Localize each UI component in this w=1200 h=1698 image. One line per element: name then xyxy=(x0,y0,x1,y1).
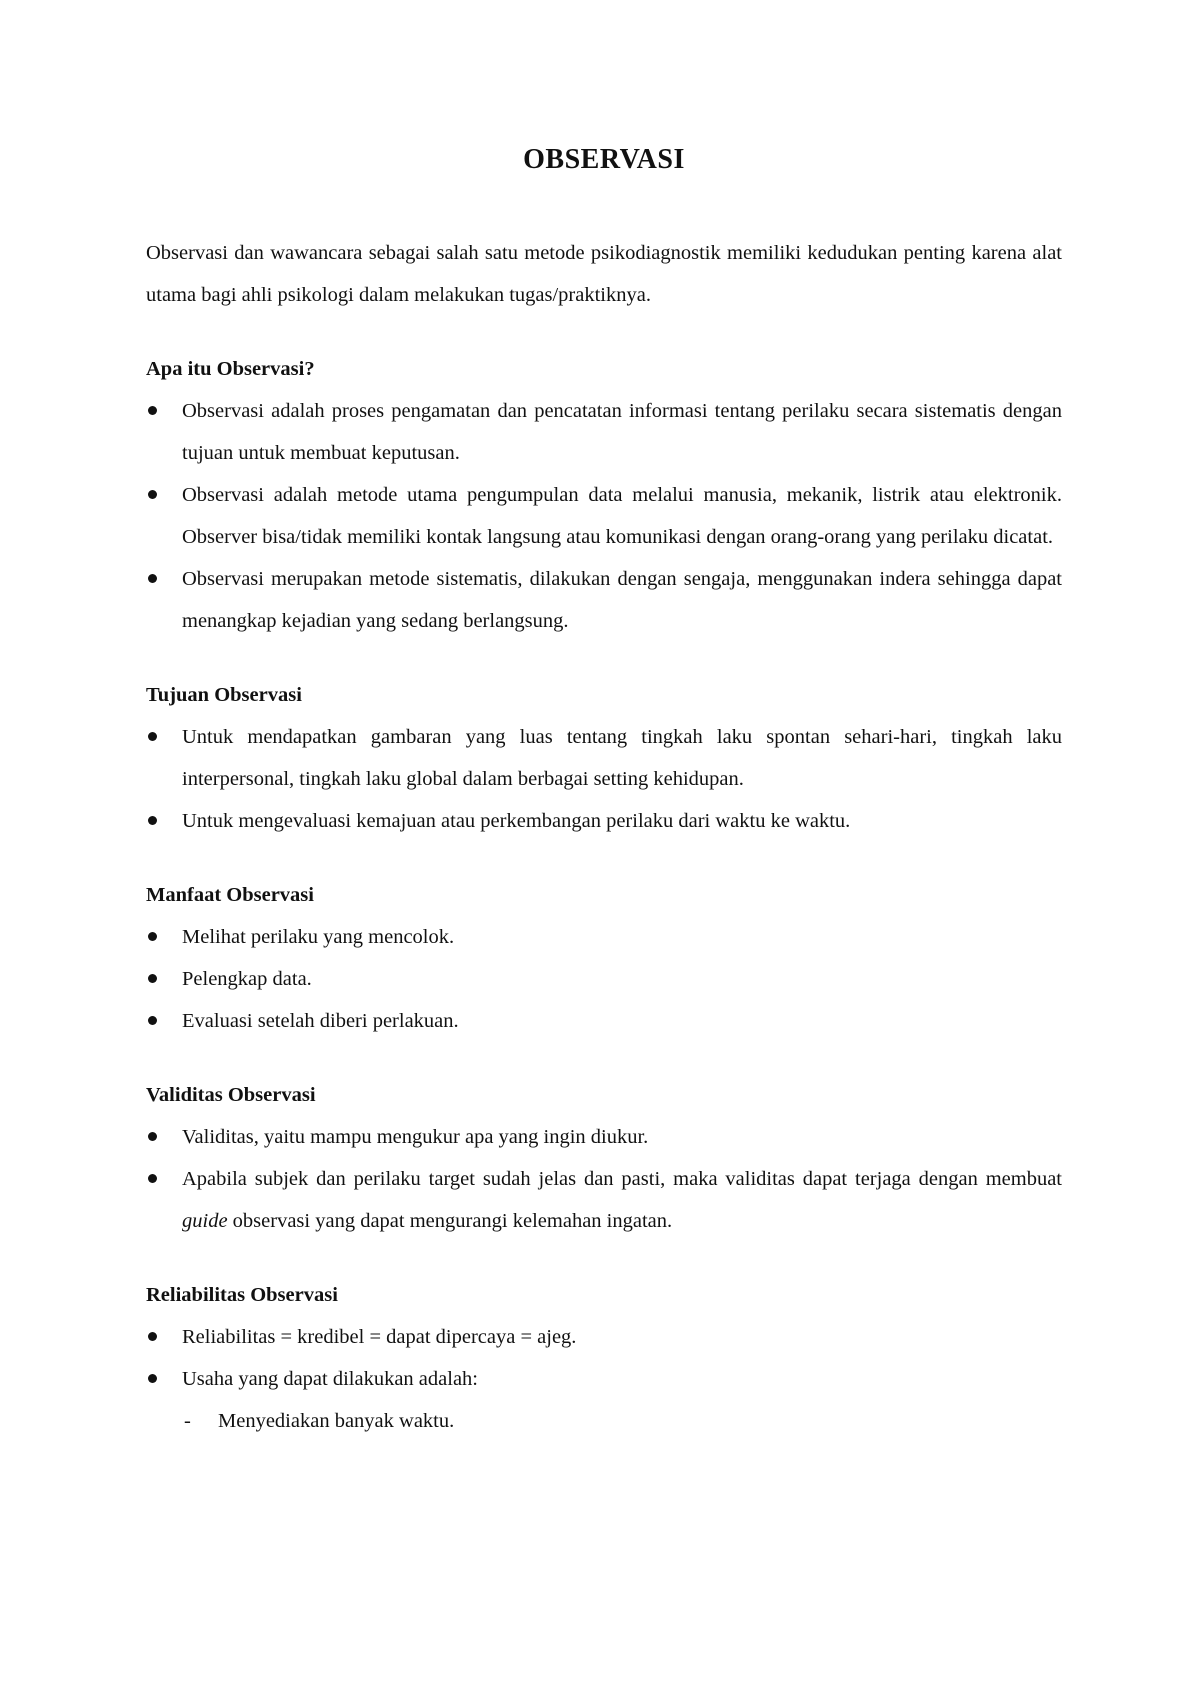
bullet-icon xyxy=(148,732,157,741)
section-heading: Apa itu Observasi? xyxy=(146,358,315,380)
section-apa-itu-observasi xyxy=(146,348,1062,642)
list-item xyxy=(146,916,1062,958)
bullet-icon xyxy=(148,974,157,983)
bullet-icon xyxy=(148,1332,157,1341)
section-validitas-observasi xyxy=(146,1074,1062,1242)
list-item xyxy=(146,1316,1062,1358)
bullet-list xyxy=(146,1116,1062,1242)
bullet-icon xyxy=(148,1174,157,1183)
list-item xyxy=(146,1116,1062,1158)
list-item xyxy=(146,716,1062,800)
dash-marker: - xyxy=(184,1410,191,1432)
list-item xyxy=(146,1158,1062,1242)
list-item xyxy=(146,800,1062,842)
section-tujuan-observasi xyxy=(146,674,1062,842)
bullet-icon xyxy=(148,932,157,941)
list-item xyxy=(146,390,1062,474)
section-manfaat-observasi xyxy=(146,874,1062,1042)
list-item-text: Melihat perilaku yang mencolok. xyxy=(182,926,455,948)
dash-list xyxy=(182,1400,1062,1442)
list-item-text: Evaluasi setelah diberi perlakuan. xyxy=(182,1010,459,1032)
page-title: OBSERVASI xyxy=(523,144,685,175)
bullet-icon xyxy=(148,1016,157,1025)
list-item-text: Reliabilitas = kredibel = dapat dipercaya = ajeg. xyxy=(182,1326,577,1348)
bullet-icon xyxy=(148,574,157,583)
list-item-text-after: observasi yang dapat mengurangi kelemahan ingatan. xyxy=(227,1210,673,1232)
sub-list-item-text: Menyediakan banyak waktu. xyxy=(218,1410,455,1432)
list-item xyxy=(146,474,1062,558)
bullet-icon xyxy=(148,406,157,415)
section-heading: Reliabilitas Observasi xyxy=(146,1284,338,1306)
list-item-text: Validitas, yaitu mampu mengukur apa yang ingin diukur. xyxy=(182,1126,649,1148)
bullet-icon xyxy=(148,1132,157,1141)
list-item-text: Observasi merupakan metode sistematis, dilakukan dengan sengaja, menggunakan indera sehingga dapat menangkap kejadian yang sedang berlangsung. xyxy=(182,568,1062,632)
section-heading: Tujuan Observasi xyxy=(146,684,302,706)
list-item-text: Usaha yang dapat dilakukan adalah: xyxy=(182,1368,478,1390)
list-item-text: Observasi adalah proses pengamatan dan pencatatan informasi tentang perilaku secara sistematis dengan tujuan untuk membuat keputusan. xyxy=(182,400,1062,464)
section-reliabilitas-observasi xyxy=(146,1274,1062,1442)
list-item xyxy=(146,1358,1062,1442)
list-item xyxy=(146,558,1062,642)
list-item-text-before: Apabila subjek dan perilaku target sudah jelas dan pasti, maka validitas dapat terjaga dengan membuat xyxy=(182,1168,1062,1190)
bullet-icon xyxy=(148,1374,157,1383)
bullet-list xyxy=(146,916,1062,1042)
list-item-text: Untuk mendapatkan gambaran yang luas tentang tingkah laku spontan sehari-hari, tingkah laku interpersonal, tingkah laku global dalam berbagai setting kehidupan. xyxy=(182,726,1062,790)
list-item-text-italic: guide xyxy=(182,1210,228,1232)
section-heading: Validitas Observasi xyxy=(146,1084,316,1106)
list-item xyxy=(146,1000,1062,1042)
bullet-icon xyxy=(148,816,157,825)
bullet-icon xyxy=(148,490,157,499)
bullet-list xyxy=(146,390,1062,642)
list-item-text: Untuk mengevaluasi kemajuan atau perkembangan perilaku dari waktu ke waktu. xyxy=(182,810,851,832)
sub-list-item xyxy=(182,1400,1062,1442)
list-item xyxy=(146,958,1062,1000)
bullet-list xyxy=(146,716,1062,842)
intro-paragraph: Observasi dan wawancara sebagai salah satu metode psikodiagnostik memiliki kedudukan penting karena alat utama bagi ahli psikologi dalam melakukan tugas/praktiknya. xyxy=(146,242,1062,306)
section-heading: Manfaat Observasi xyxy=(146,884,314,906)
bullet-list xyxy=(146,1316,1062,1442)
list-item-text: Pelengkap data. xyxy=(182,968,312,990)
list-item-text: Observasi adalah metode utama pengumpulan data melalui manusia, mekanik, listrik atau elektronik. Observer bisa/tidak memiliki kontak langsung atau komunikasi dengan orang-orang yang perilaku dicatat. xyxy=(182,484,1062,548)
